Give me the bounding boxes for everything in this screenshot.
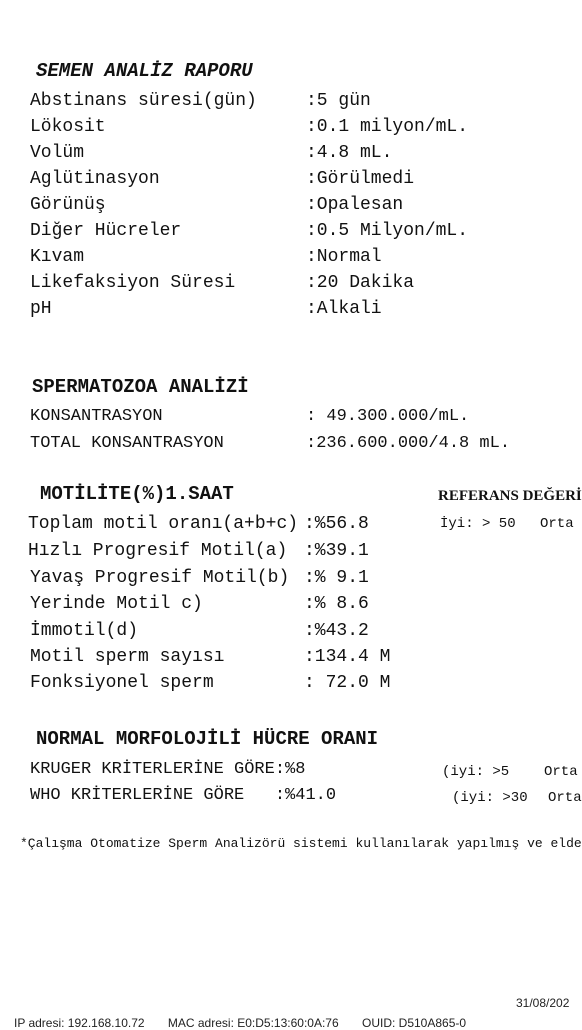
- row-toplam-motil: Toplam motil oranı(a+b+c) :%56.8: [28, 514, 369, 534]
- row-diger-hucreler: Diğer Hücreler :0.5 Milyon/mL.: [30, 221, 469, 241]
- row-ph: pH :Alkali: [30, 299, 382, 319]
- row-motil-sperm-sayisi: Motil sperm sayısı :134.4 M: [30, 647, 391, 667]
- row-yerinde-motil: Yerinde Motil c) :% 8.6: [30, 594, 369, 614]
- row-yavas-progresif: Yavaş Progresif Motil(b) :% 9.1: [30, 568, 369, 588]
- reference-good: İyi: > 50: [440, 516, 516, 532]
- footer-device-info: IP adresi: 192.168.10.72 MAC adresi: E0:D5:13:60:0A:76 OUID: D510A865-0: [14, 1016, 467, 1030]
- row-total-konsantrasyon: TOTAL KONSANTRASYON :236.600.000/4.8 mL.: [30, 434, 511, 453]
- row-konsantrasyon: KONSANTRASYON : 49.300.000/mL.: [30, 407, 470, 426]
- who-ref: (iyi: >30: [452, 790, 528, 806]
- row-aglutinasyon: Aglütinasyon :Görülmedi: [30, 169, 415, 189]
- kruger-mid: Orta: [544, 764, 578, 780]
- report-title: SEMEN ANALİZ RAPORU: [36, 60, 253, 82]
- row-hizli-progresif: Hızlı Progresif Motil(a) :%39.1: [28, 541, 369, 561]
- row-immotil: İmmotil(d) :%43.2: [30, 621, 369, 641]
- kruger-ref: (iyi: >5: [442, 764, 510, 780]
- row-who: WHO KRİTERLERİNE GÖRE :%41.0: [30, 786, 337, 805]
- morphology-title: NORMAL MORFOLOJİLİ HÜCRE ORANI: [36, 728, 379, 750]
- reference-mid: Orta: [540, 516, 574, 532]
- method-note: *Çalışma Otomatize Sperm Analizörü sistemi kullanılarak yapılmış ve elde: [20, 836, 582, 851]
- row-likefaksiyon: Likefaksiyon Süresi :20 Dakika: [30, 273, 415, 293]
- reference-title: REFERANS DEĞERİ: [438, 488, 582, 504]
- footer-date: 31/08/202: [516, 996, 570, 1010]
- sperm-title: SPERMATOZOA ANALİZİ: [32, 376, 249, 398]
- row-abstinans: Abstinans süresi(gün) :5 gün: [30, 91, 371, 111]
- row-gorunus: Görünüş :Opalesan: [30, 195, 404, 215]
- row-lokosit: Lökosit :0.1 milyon/mL.: [30, 117, 469, 137]
- row-volum: Volüm :4.8 mL.: [30, 143, 393, 163]
- row-kruger: KRUGER KRİTERLERİNE GÖRE:%8: [30, 760, 306, 779]
- who-mid: Orta: [548, 790, 582, 806]
- motility-title: MOTİLİTE(%)1.SAAT: [40, 483, 234, 505]
- row-kivam: Kıvam :Normal: [30, 247, 382, 267]
- row-fonksiyonel-sperm: Fonksiyonel sperm : 72.0 M: [30, 673, 391, 693]
